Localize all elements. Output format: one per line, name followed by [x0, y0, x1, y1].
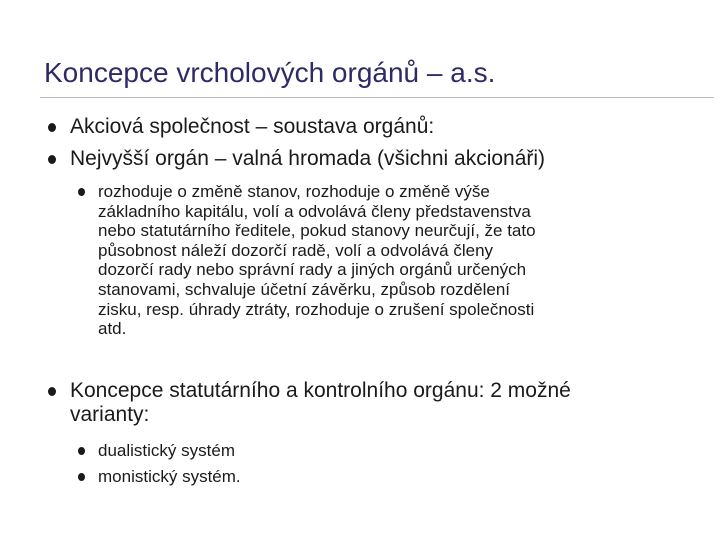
bullet-akciova-spolecnost [70, 115, 434, 139]
variant-monisticky [98, 467, 241, 487]
variant-text: dualistický systém [98, 441, 235, 460]
powers-line: rozhoduje o změně stanov, rozhoduje o změně výše [98, 182, 490, 201]
general-meeting-powers [98, 182, 678, 339]
bullet-dot-icon [48, 387, 56, 396]
bullet-dot-icon [78, 447, 85, 455]
variant-dualisticky [98, 441, 235, 461]
bullet-nejvyssi-organ [70, 147, 545, 171]
powers-line: stanovami, schvaluje účetní závěrku, způsob rozdělení [98, 279, 511, 299]
powers-line: dozorčí rady nebo správní rady a jiných orgánů určených [98, 260, 527, 280]
variant-text: monistický systém. [98, 467, 241, 486]
bullet-text: Akciová společnost – soustava orgánů: [70, 115, 435, 138]
powers-line: atd. [98, 319, 127, 339]
slide-title: Koncepce vrcholových orgánů – a.s. [44, 57, 496, 88]
bullet-text: Koncepce statutárního a kontrolního orgánu: 2 možné varianty: [70, 379, 571, 426]
title-divider [40, 97, 714, 98]
bullet-dot-icon [78, 473, 85, 481]
powers-line: zisku, resp. úhrady ztráty, rozhoduje o zrušení společnosti [98, 299, 535, 319]
bullet-dot-icon [78, 188, 85, 196]
bullet-text: Nejvyšší orgán – valná hromada (všichni akcionáři) [70, 147, 546, 170]
powers-line: nebo statutárního ředitele, pokud stanovy neurčují, že tato [98, 221, 536, 241]
bullet-dot-icon [48, 155, 56, 164]
bullet-koncepce-organu [70, 379, 630, 427]
powers-line: působnost náleží dozorčí radě, volí a odvolává členy [98, 240, 494, 260]
bullet-dot-icon [48, 123, 56, 132]
powers-line: základního kapitálu, volí a odvolává členy představenstva [98, 201, 531, 221]
